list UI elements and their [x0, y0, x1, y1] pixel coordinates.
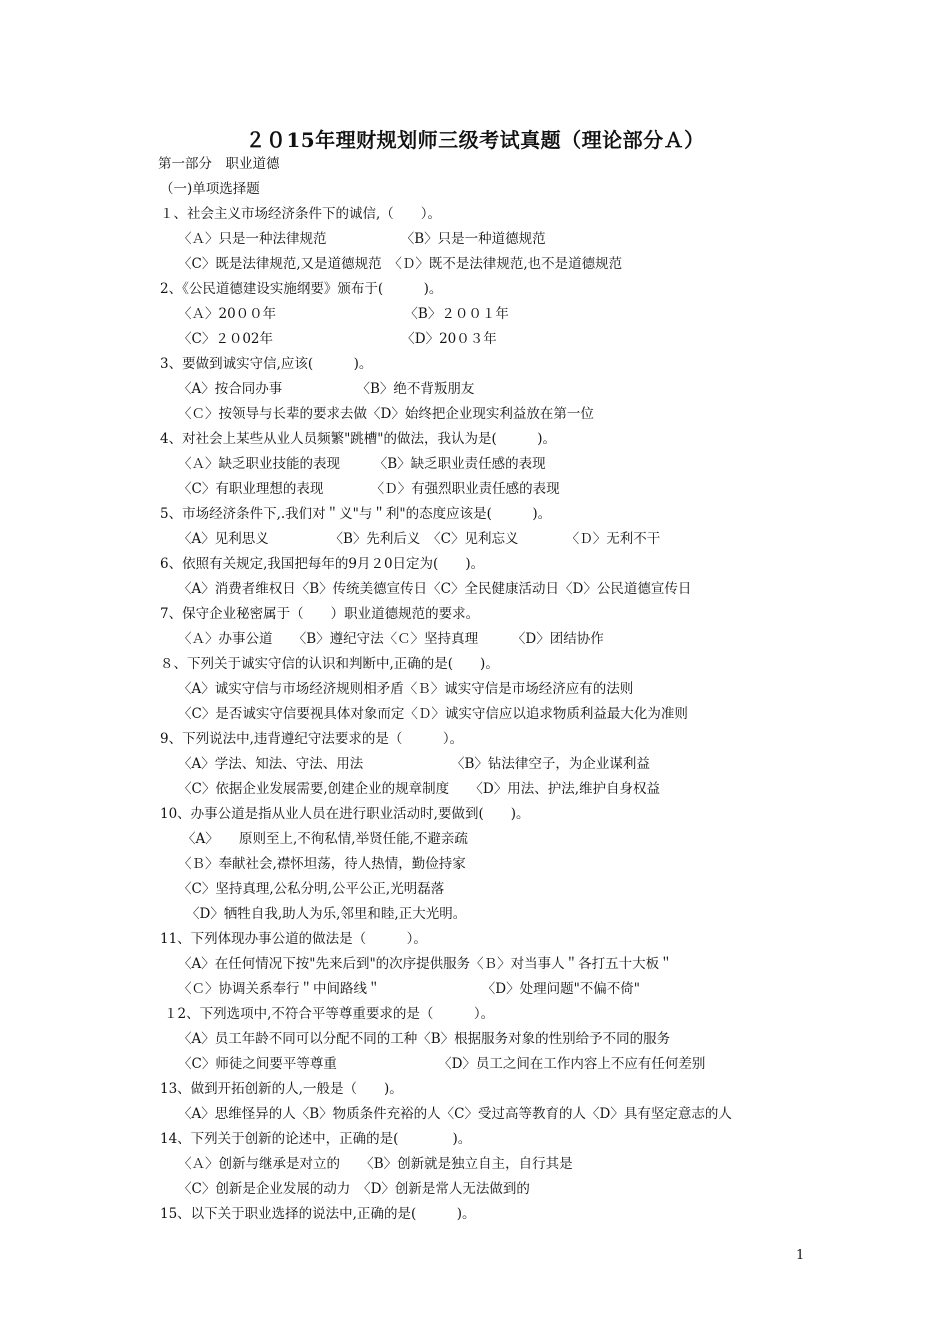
option-line: 〈Ａ〉办事公道 〈B〉遵纪守法〈Ｃ〉坚持真理 〈D〉团结协作	[178, 631, 604, 647]
question-line: 4、对社会上某些从业人员频繁"跳槽"的做法，我认为是( )。	[160, 431, 557, 447]
question-line: 9、下列说法中,违背遵纪守法要求的是（ ）。	[160, 731, 464, 747]
option-line: 〈A〉思维怪异的人〈B〉物质条件充裕的人〈C〉受过高等教育的人〈D〉具有坚定意志的人	[178, 1106, 732, 1122]
question-line: 3、要做到诚实守信,应该( )。	[160, 356, 373, 372]
subsection-heading: （一)单项选择题	[160, 181, 260, 197]
section-heading: 第一部分 职业道德	[158, 156, 280, 172]
question-line: 13、做到开拓创新的人,一般是（ )。	[160, 1081, 403, 1097]
question-line: 14、下列关于创新的论述中，正确的是( )。	[160, 1131, 472, 1147]
option-line: 〈A〉学法、知法、守法、用法 〈B〉钻法律空子，为企业谋利益	[178, 756, 650, 772]
option-line: 〈C〉有职业理想的表现 〈Ｄ〉有强烈职业责任感的表现	[178, 481, 560, 497]
question-line: １2、下列选项中,不符合平等尊重要求的是（ ）。	[164, 1006, 495, 1022]
option-line: 〈A〉诚实守信与市场经济规则相矛盾〈Ｂ〉诚实守信是市场经济应有的法则	[178, 681, 634, 697]
option-line: 〈Ｃ〉协调关系奉行＂中间路线＂ 〈D〉处理问题"不偏不倚"	[178, 981, 640, 997]
option-line: 〈A〉见利思义 〈B〉先利后义 〈C〉见利忘义 〈Ｄ〉无利不干	[178, 531, 661, 547]
option-line: 〈Ａ〉缺乏职业技能的表现 〈B〉缺乏职业责任感的表现	[178, 456, 546, 472]
option-line: 〈A〉消费者维权日〈B〉传统美德宣传日〈C〉全民健康活动日〈D〉公民道德宣传日	[178, 581, 692, 597]
question-line: 7、保守企业秘密属于（ ）职业道德规范的要求。	[160, 606, 480, 622]
option-line: 〈Ａ〉创新与继承是对立的 〈B〉创新就是独立自主，自行其是	[178, 1156, 573, 1172]
option-line: 〈C〉创新是企业发展的动力 〈D〉创新是常人无法做到的	[178, 1181, 530, 1197]
page-title: ２０15年理财规划师三级考试真题（理论部分Ａ）	[245, 128, 705, 152]
question-line: 10、办事公道是指从业人员在进行职业活动时,要做到( )。	[160, 806, 530, 822]
option-line: 〈D〉牺牲自我,助人为乐,邻里和睦,正大光明｡	[186, 906, 460, 922]
question-line: 15、以下关于职业选择的说法中,正确的是( )。	[160, 1206, 476, 1222]
option-line: 〈A〉 原则至上,不徇私情,举贤任能,不避亲疏	[182, 831, 468, 847]
option-line: 〈A〉员工年龄不同可以分配不同的工种〈B〉根据服务对象的性别给予不同的服务	[178, 1031, 671, 1047]
option-line: 〈C〉依据企业发展需要,创建企业的规章制度 〈D〉用法、护法,维护自身权益	[178, 781, 660, 797]
question-line: 2、《公民道德建设实施纲要》颁布于( )。	[160, 281, 443, 297]
option-line: 〈Ａ〉只是一种法律规范 〈B〉只是一种道德规范	[178, 231, 546, 247]
option-line: 〈Ａ〉20００年 〈B〉２００１年	[178, 306, 509, 322]
question-line: １、社会主义市场经济条件下的诚信,（ ）。	[160, 206, 442, 222]
option-line: 〈Ｂ〉奉献社会,襟怀坦荡，待人热情，勤俭持家	[178, 856, 466, 872]
option-line: 〈Ｃ〉按领导与长辈的要求去做〈D〉始终把企业现实利益放在第一位	[178, 406, 594, 422]
question-line: 11、下列体现办事公道的做法是（ ）。	[160, 931, 427, 947]
option-line: 〈C〉是否诚实守信要视具体对象而定〈Ｄ〉诚实守信应以追求物质利益最大化为准则	[178, 706, 688, 722]
page-number: 1	[796, 1248, 805, 1263]
question-line: 5、市场经济条件下,.我们对＂义"与＂利"的态度应该是( )。	[160, 506, 552, 522]
option-line: 〈C〉坚持真理,公私分明,公平公正,光明磊落	[178, 881, 445, 897]
question-line: 6、依照有关规定,我国把每年的9月２0日定为( )。	[160, 556, 485, 572]
question-line: ８、下列关于诚实守信的认识和判断中,正确的是( )。	[160, 656, 499, 672]
option-line: 〈C〉２０02年 〈D〉20０３年	[178, 331, 497, 347]
option-line: 〈A〉按合同办事 〈B〉绝不背叛朋友	[178, 381, 475, 397]
option-line: 〈C〉既是法律规范,又是道德规范 〈Ｄ〉既不是法律规范,也不是道德规范	[178, 256, 623, 272]
option-line: 〈C〉师徒之间要平等尊重 〈D〉员工之间在工作内容上不应有任何差别	[178, 1056, 706, 1072]
option-line: 〈A〉在任何情况下按"先来后到"的次序提供服务〈Ｂ〉对当事人＂各打五十大板＂	[178, 956, 673, 972]
